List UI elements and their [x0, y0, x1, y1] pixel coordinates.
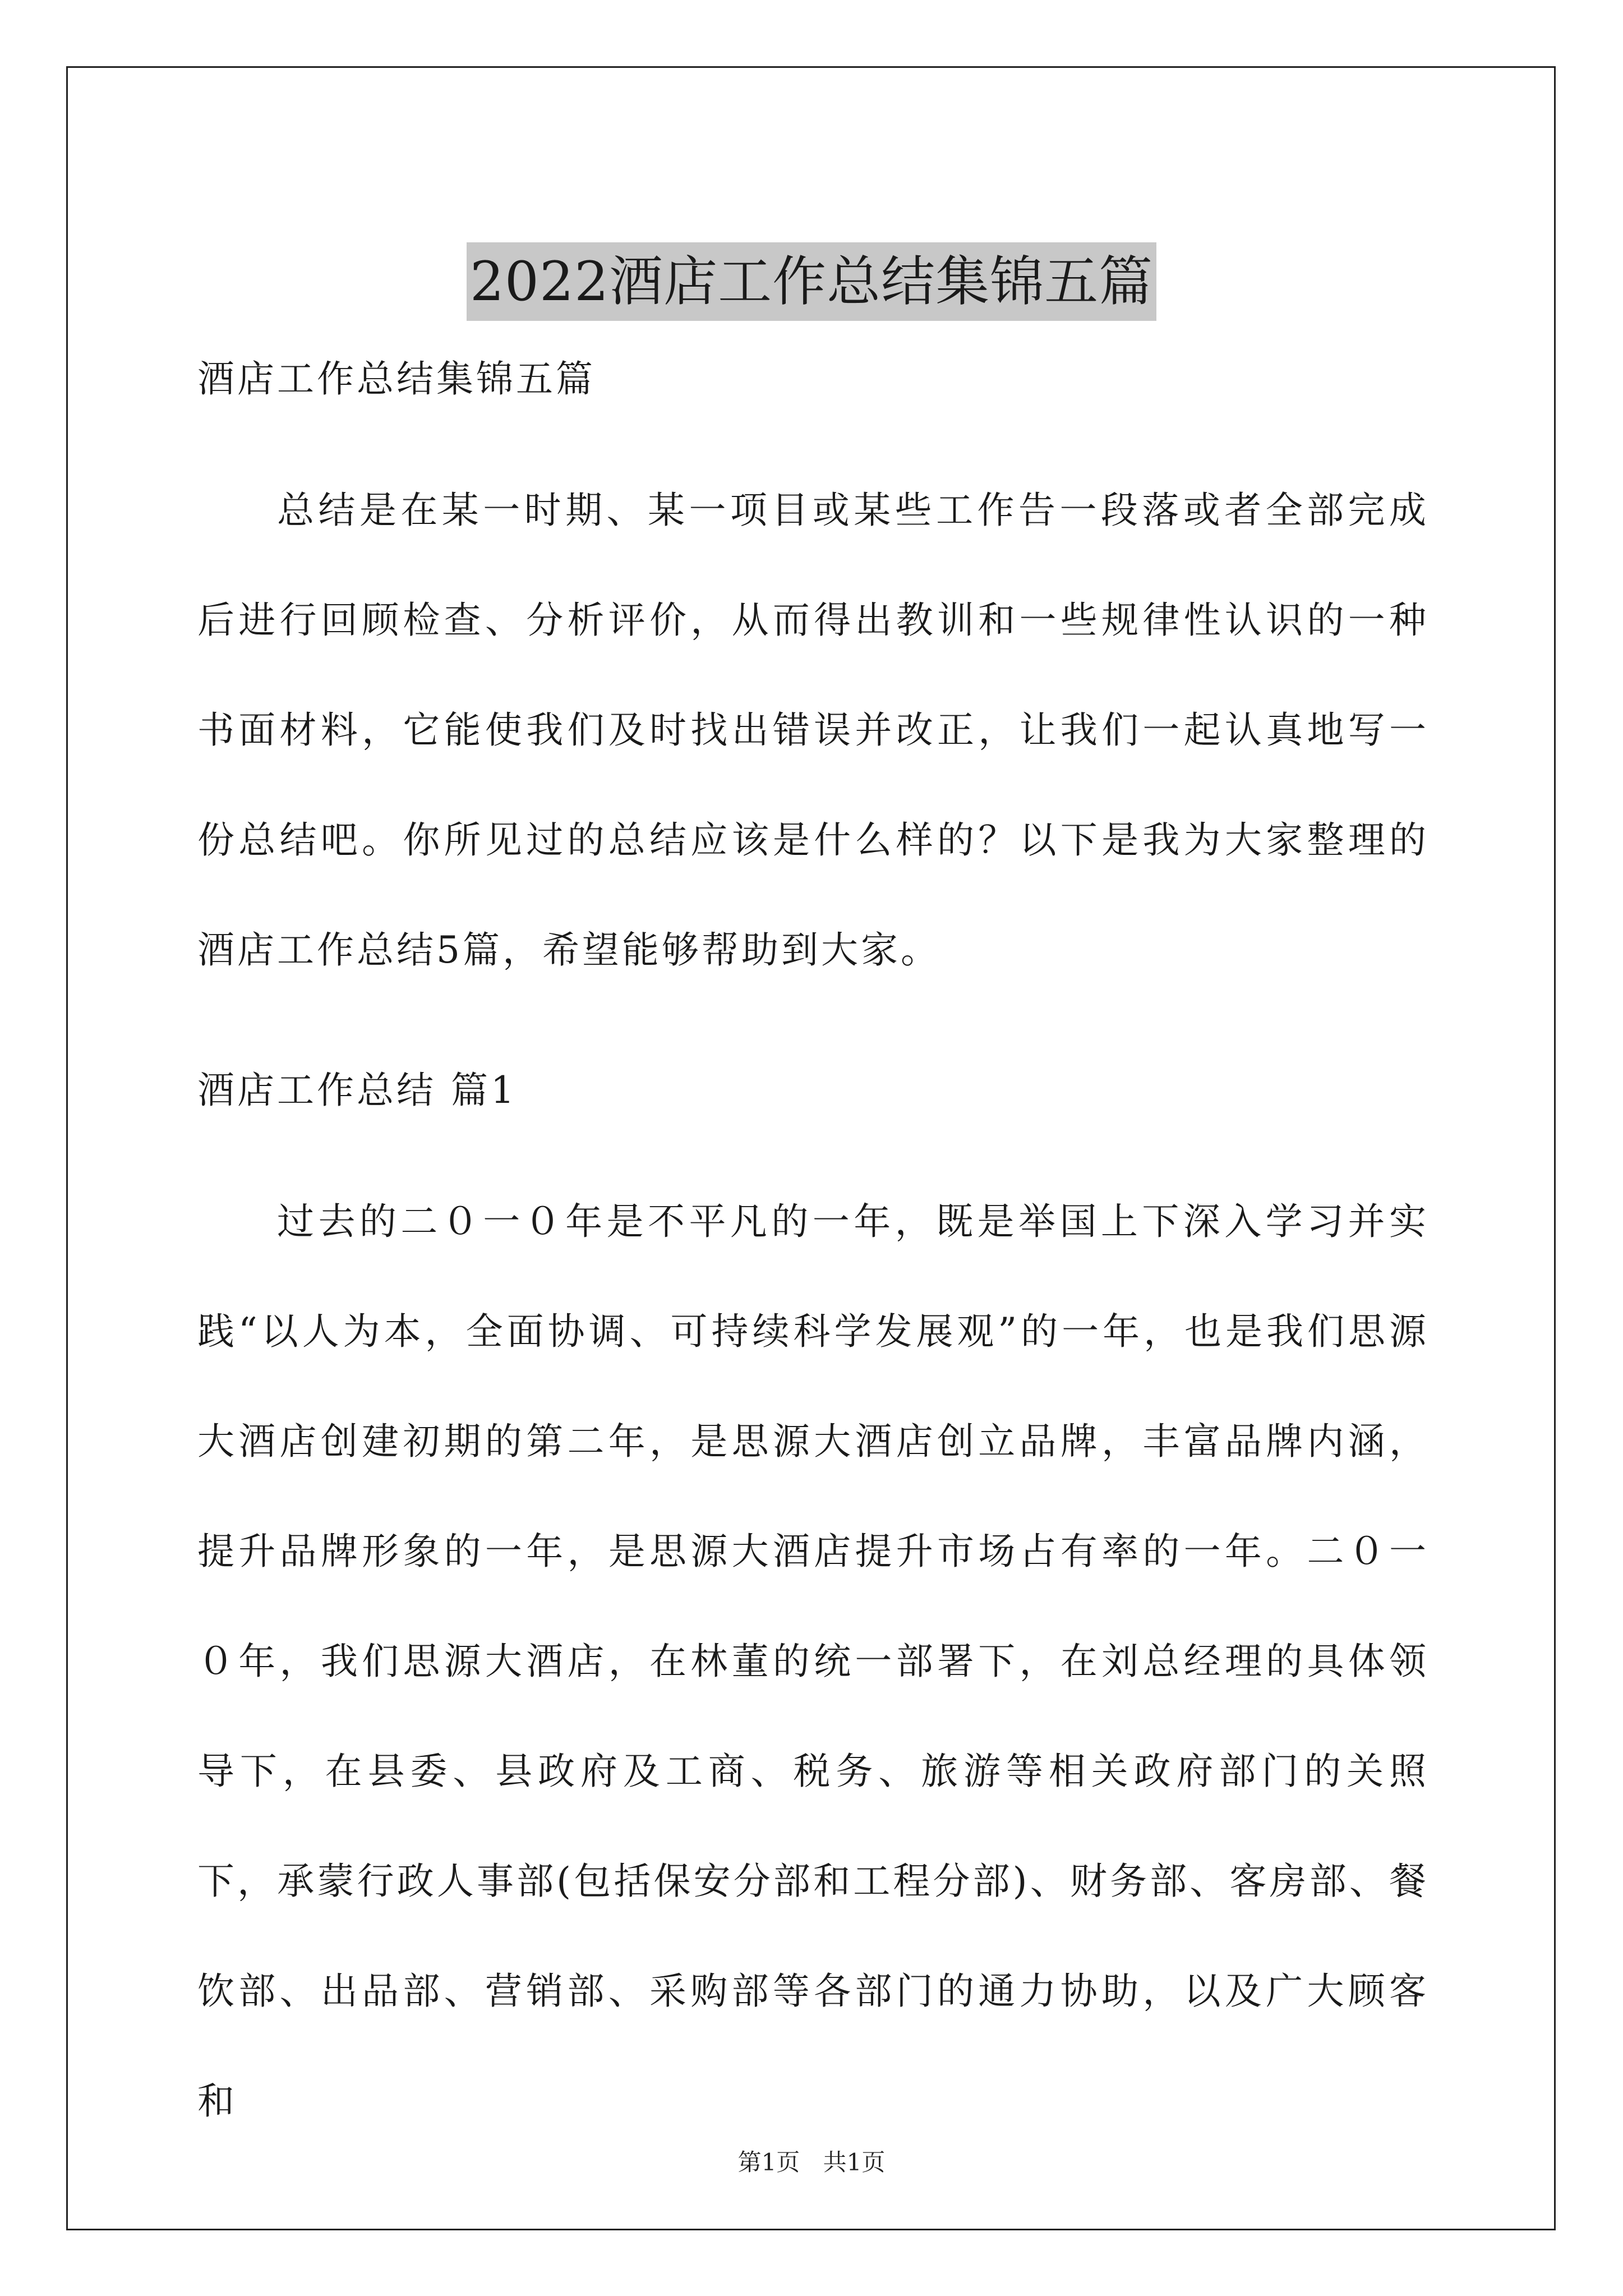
intro-block — [197, 357, 1429, 1005]
document-subtitle: 酒店工作总结集锦五篇 — [197, 357, 596, 401]
title-container — [0, 206, 1623, 357]
document-title: 2022酒店工作总结集锦五篇 — [467, 242, 1156, 321]
page-number: 第1页 — [737, 2148, 800, 2176]
section-block — [197, 1068, 1429, 2156]
section-heading: 酒店工作总结 篇1 — [197, 1069, 517, 1112]
page-footer — [0, 2144, 1623, 2178]
page-total: 共1页 — [823, 2148, 886, 2176]
section-paragraph: 过去的二０一０年是不平凡的一年，既是举国上下深入学习并实践“以人为本，全面协调、可持续科学发展观”的一年，也是我们思源大酒店创建初期的第二年，是思源大酒店创立品牌，丰富品牌内涵，提升品牌形象的一年，是思源大酒店提升市场占有率的一年。二０一０年，我们思源大酒店，在林董的统一部署下，在刘总经理的具体领导下，在县委、县政府及工商、税务、旅游等相关政府部门的关照下，承蒙行政人事部(包括保安分部和工程分部)、财务部、客房部、餐饮部、出品部、营销部、采购部等各部门的通力协助，以及广大顾客和 — [197, 1200, 1429, 2123]
intro-paragraph: 总结是在某一时期、某一项目或某些工作告一段落或者全部完成后进行回顾检查、分析评价，从而得出教训和一些规律性认识的一种书面材料，它能使我们及时找出错误并改正，让我们一起认真地写一份总结吧。你所见过的总结应该是什么样的？以下是我为大家整理的酒店工作总结5篇，希望能够帮助到大家。 — [197, 489, 1429, 972]
